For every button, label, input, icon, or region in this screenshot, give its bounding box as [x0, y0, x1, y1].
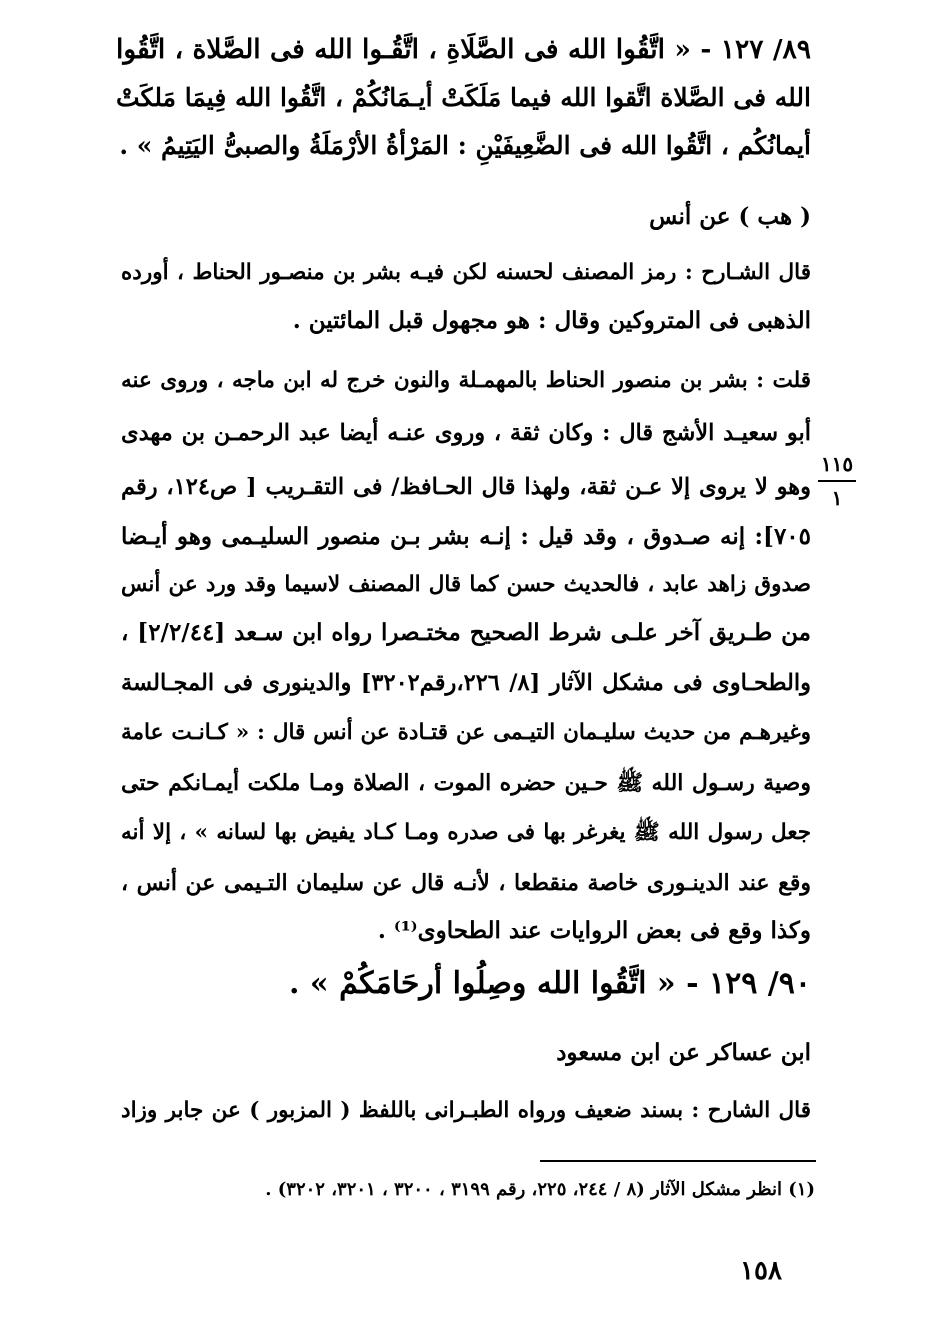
hadith-90-source: ابن عساكر عن ابن مسعود	[556, 1039, 811, 1066]
hadith-90-line: ٩٠/ ١٢٩ - « اتَّقُوا الله وصِلُوا أرحَامَكُمْ » .	[289, 966, 811, 1001]
qultu-line-11: وقع عند الدينـورى خاصة منقطعا ، لأنـه قال عن سليمان التـيمى عن أنس ،	[121, 870, 811, 896]
qultu-line-2: أبو سعيـد الأشج قال : وكان ثقة ، وروى عنـه أيضا عبد الرحمـن بن مهدى	[121, 420, 811, 446]
qultu-line-5: صدوق زاهد عابد ، فالحديث حسن كما قال المصنف لاسيما وقد ورد عن أنس	[121, 572, 811, 597]
hadith-89-source: ( هب ) عن أنس	[649, 203, 811, 230]
hadith-89-line-3: أيمانُكُم ، اتَّقُوا الله فى الضَّعِيفَيْنِ : المَرْأةُ الأرْمَلَةُ والصبىُّ اليَتِيمُ » .	[119, 131, 811, 160]
qultu-line-4: ٧٠٥]: إنه صـدوق ، وقد قيل : إنـه بشر بـن منصور السليـمى وهو أيـضا	[121, 523, 811, 550]
margin-reference-bottom: ١	[831, 486, 843, 510]
commentary-2-line: قال الشارح : بسند ضعيف ورواه الطبـرانى باللفظ ( المزبور ) عن جابر وزاد	[121, 1098, 811, 1123]
qultu-line-9: وصية رسـول الله ﷺ حـين حضره الموت ، الصلاة ومـا ملكت أيمـانكم حتى	[121, 770, 811, 796]
qultu-line-7: والطحـاوى فى مشكل الآثار [٨/ ٢٢٦،رقم٣٢٠٢] والدينورى فى المجـالسة	[121, 670, 811, 696]
margin-reference	[812, 452, 862, 510]
footnote-rule	[540, 1160, 816, 1162]
commentary-1-line-1: قال الشـارح : رمز المصنف لحسنه لكن فيـه بشر بن منصـور الحناط ، أورده	[121, 260, 811, 285]
margin-reference-rule	[818, 480, 856, 482]
qultu-line-3: وهو لا يروى إلا عـن ثقة، ولهذا قال الحـافظ/ فى التقـريب [ ص١٢٤، رقم	[121, 474, 811, 500]
footnote: (١) انظر مشكل الآثار (٨ / ٢٤٤، ٢٢٥، رقم ٣١٩٩ ، ٣٢٠٠ ، ٣٢٠١، ٣٢٠٢) .	[265, 1179, 815, 1200]
hadith-89-line-1: ٨٩/ ١٢٧ - « اتَّقُوا الله فى الصَّلَاةِ ، اتَّقُـوا الله فى الصَّلاة ، اتَّقُوا	[116, 34, 811, 65]
qultu-line-8: وغيرهـم من حديث سليـمان التيـمى عن قتـادة عن أنس قال : « كـانـت عامة	[121, 720, 811, 745]
qultu-line-10: جعل رسول الله ﷺ يغرغر بها فى صدره ومـا كـاد يفيض بها لسانه » ، إلا أنه	[121, 820, 811, 845]
qultu-line-6: من طـريق آخر علـى شرط الصحيح مختـصرا رواه ابن سـعد [٢/٢/٤٤] ،	[121, 619, 811, 646]
qultu-line-1: قلت : بشر بن منصور الحناط بالمهمـلة والنون خرج له ابن ماجه ، وروى عنه	[121, 368, 811, 393]
page-number: ١٥٨	[740, 1256, 782, 1286]
margin-reference-top: ١١٥	[820, 452, 854, 476]
commentary-1-line-2: الذهبى فى المتروكين وقال : هو مجهول قبل المائتين .	[292, 307, 811, 334]
hadith-89-line-2: الله فى الصَّلاة اتَّقوا الله فيما مَلَكَتْ أيـمَانُكُمْ ، اتَّقُوا الله فِيمَا مَلكَتْ	[116, 83, 811, 112]
qultu-line-12: وكذا وقع فى بعض الروايات عند الطحاوى⁽¹⁾ .	[377, 917, 811, 944]
